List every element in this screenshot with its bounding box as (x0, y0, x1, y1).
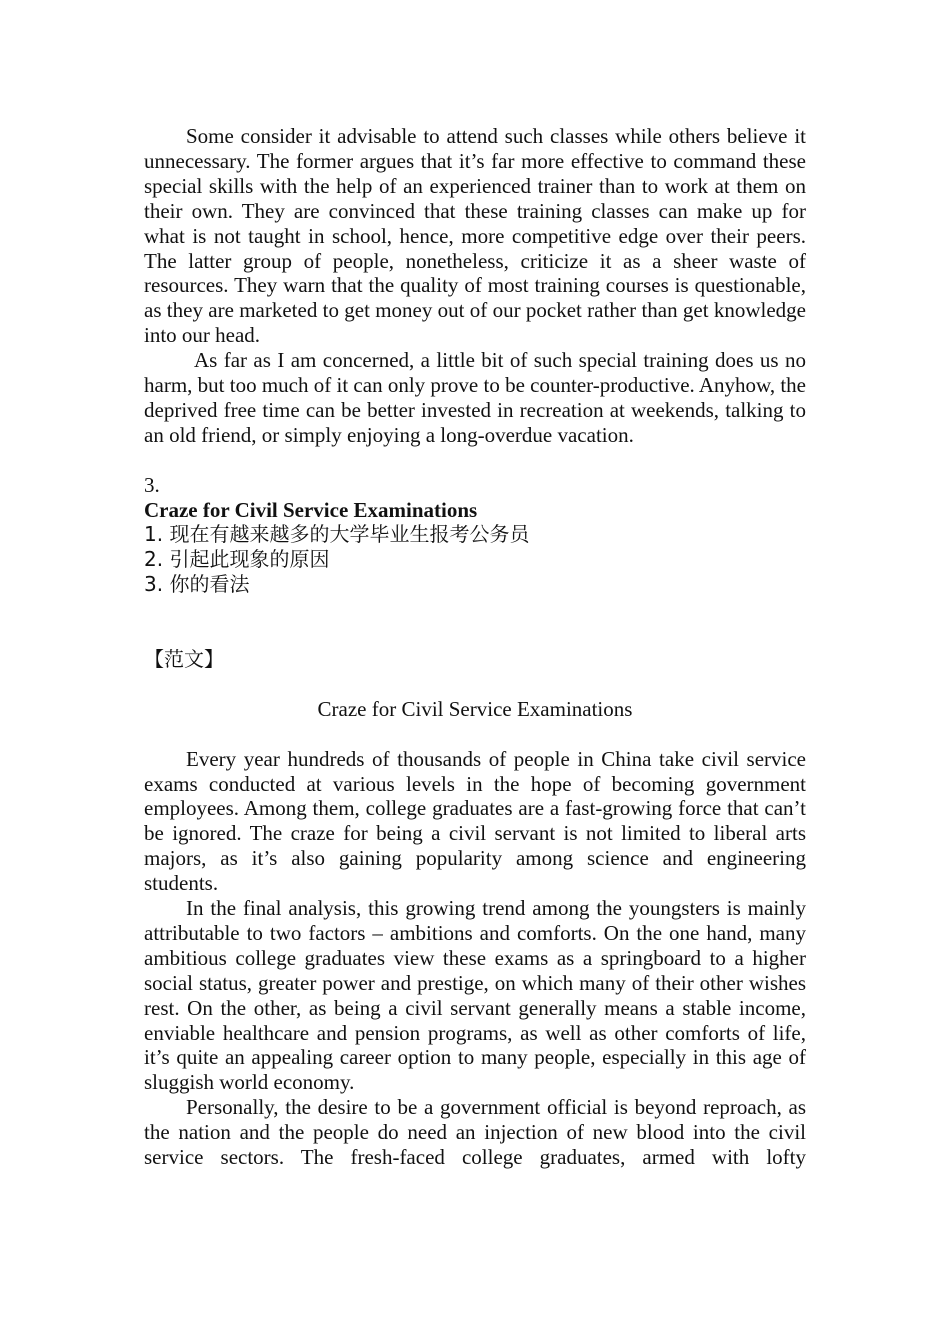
sample-essay-paragraph-1: Every year hundreds of thousands of people in China take civil service exams conducted at various levels in the hope of becoming government employees. Among them, college graduates are a fast-growing force that can’t be ignored. The craze for being a civil servant is not limited to liberal arts majors, as it’s also gaining popularity among science and engineering students. (144, 746, 806, 896)
sample-essay-title: Craze for Civil Service Examinations (317, 696, 633, 721)
outline-item-3: 3. 你的看法 (144, 572, 250, 597)
outline-item-1: 1. 现在有越来越多的大学毕业生报考公务员 (144, 522, 530, 547)
spacer (144, 597, 806, 647)
document-page (144, 124, 806, 1170)
sample-essay-label: 【范文】 (144, 647, 224, 671)
topic-title: Craze for Civil Service Examinations (144, 497, 478, 522)
sample-essay-paragraph-3: Personally, the desire to be a government official is beyond reproach, as the nation and the people do need an injection of new blood into the civil service sectors. The fresh-faced college graduates, armed with lofty (144, 1095, 806, 1170)
topic-number: 3. (144, 472, 160, 497)
outline-item-2: 2. 引起此现象的原因 (144, 547, 330, 572)
sample-essay-paragraph-2: In the final analysis, this growing trend among the youngsters is mainly attributable to two factors – ambitions and comforts. On the one hand, many ambitious college graduates view these exams as a springboard to a higher social status, greater power and prestige, on which many of their other wishes rest. On the other, as being a civil servant generally means a stable income, enviable healthcare and pension programs, as well as other comforts of life, it’s quite an appealing career option to many people, especially in this age of sluggish world economy. (144, 896, 806, 1095)
spacer (144, 722, 806, 747)
previous-essay-paragraph-2: As far as I am concerned, a little bit of such special training does us no harm, but too much of it can only prove to be counter-productive. Anyhow, the deprived free time can be better invested in recreation at weekends, talking to an old friend, or simply enjoying a long-overdue vacation. (144, 348, 806, 447)
spacer (144, 448, 806, 473)
previous-essay-paragraph-1: Some consider it advisable to attend such classes while others believe it unnecessary. The former argues that it’s far more effective to command these special skills with the help of an experienced trainer than to work at them on their own. They are convinced that these training classes can make up for what is not taught in school, hence, more competitive edge over their peers. The latter group of people, nonetheless, criticize it as a sheer waste of resources. They warn that the quality of most training courses is questionable, as they are marketed to get money out of our pocket rather than get knowledge into our head. (144, 124, 806, 348)
spacer (144, 672, 806, 697)
